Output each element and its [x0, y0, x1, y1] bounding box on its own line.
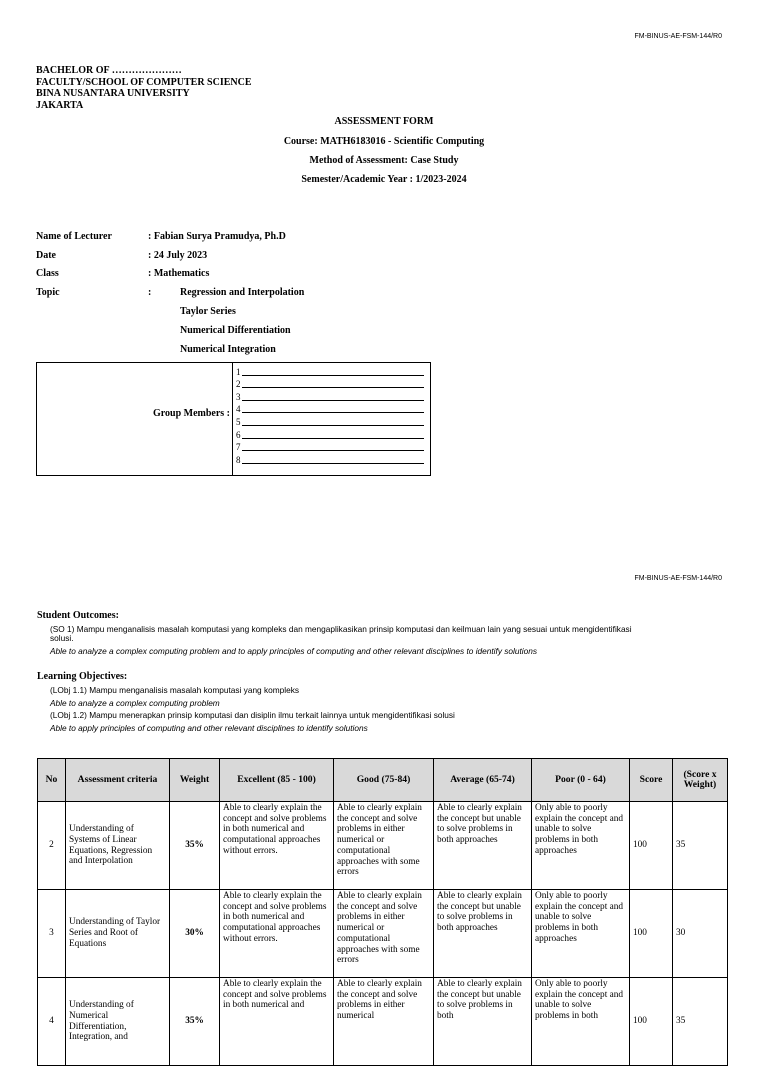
header-line: FACULTY/SCHOOL OF COMPUTER SCIENCE — [36, 76, 252, 88]
group-member-line[interactable] — [236, 402, 424, 415]
header-line: JAKARTA — [36, 99, 84, 111]
member-underline — [242, 449, 424, 451]
criteria-cell: Understanding of Systems of Linear Equations, Regression and Interpolation — [66, 802, 170, 890]
member-underline — [242, 399, 424, 401]
group-member-line[interactable] — [236, 364, 424, 377]
weight-cell: 30% — [170, 890, 220, 978]
excellent-cell: Able to clearly explain the concept and solve problems in both numerical and computational approaches without errors. — [220, 890, 334, 978]
header-line: BACHELOR OF ………………… — [36, 65, 182, 76]
info-value: : Fabian Surya Pramudya, Ph.D — [148, 231, 286, 242]
good-cell: Able to clearly explain the concept and solve problems in either numerical — [334, 978, 434, 1066]
group-member-line[interactable] — [236, 389, 424, 402]
score-cell[interactable]: 100 — [630, 802, 673, 890]
column-header: Poor (0 - 64) — [532, 759, 630, 802]
column-header: Excellent (85 - 100) — [220, 759, 334, 802]
table-header-row — [38, 759, 728, 802]
member-number: 2 — [236, 379, 241, 390]
row-number: 4 — [38, 978, 66, 1066]
member-underline — [242, 386, 424, 388]
group-member-line[interactable] — [236, 427, 424, 440]
assessment-rubric-table — [37, 758, 728, 1066]
member-number: 4 — [236, 404, 241, 415]
member-underline — [242, 462, 424, 464]
member-number: 8 — [236, 454, 241, 465]
group-member-line[interactable] — [236, 440, 424, 453]
member-number: 5 — [236, 416, 241, 427]
semester-year: Semester/Academic Year : 1/2023-2024 — [301, 174, 467, 185]
info-value: : 24 July 2023 — [148, 250, 208, 261]
score-cell[interactable]: 100 — [630, 978, 673, 1066]
learning-objective-text: (LObj 1.1) Mampu menganalisis masalah komputasi yang kompleks — [50, 685, 300, 695]
weight-cell: 35% — [170, 978, 220, 1066]
row-number: 2 — [38, 802, 66, 890]
average-cell: Able to clearly explain the concept but unable to solve problems in both approaches — [434, 802, 532, 890]
info-label: Date — [36, 250, 56, 261]
row-number: 3 — [38, 890, 66, 978]
student-outcome-english: Able to analyze a complex computing problem and to apply principles of computing and other relevant disciplines to identify solutions — [50, 646, 538, 656]
poor-cell: Only able to poorly explain the concept and unable to solve problems in both — [532, 978, 630, 1066]
table-row — [38, 890, 728, 978]
info-label: Class — [36, 268, 59, 279]
box-divider — [232, 363, 233, 475]
info-value: : Mathematics — [148, 268, 210, 279]
topic-item: Taylor Series — [180, 306, 236, 317]
group-member-line[interactable] — [236, 377, 424, 390]
column-header: Good (75-84) — [334, 759, 434, 802]
average-cell: Able to clearly explain the concept but unable to solve problems in both — [434, 978, 532, 1066]
weight-cell: 35% — [170, 802, 220, 890]
header-line: BINA NUSANTARA UNIVERSITY — [36, 88, 190, 99]
group-members-box — [36, 362, 431, 476]
table-row — [38, 978, 728, 1066]
learning-objectives-title: Learning Objectives: — [37, 671, 128, 682]
info-label: Name of Lecturer — [36, 231, 112, 242]
member-underline — [242, 374, 424, 376]
assessment-method: Method of Assessment: Case Study — [309, 155, 459, 166]
column-header: No — [38, 759, 66, 802]
learning-objective-text: (LObj 1.2) Mampu menerapkan prinsip komputasi dan disiplin ilmu terkait lainnya untuk mengidentifikasi solusi — [50, 710, 455, 720]
good-cell: Able to clearly explain the concept and solve problems in either numerical or computational approaches with some errors — [334, 890, 434, 978]
weighted-score-cell[interactable]: 35 — [673, 802, 728, 890]
table-row — [38, 802, 728, 890]
student-outcome-text: (SO 1) Mampu menganalisis masalah komputasi yang kompleks dan mengaplikasikan prinsip komputasi dan keilmuan lain yang sesuai untuk mengidentifikasi — [50, 624, 632, 634]
student-outcome-text: solusi. — [50, 633, 74, 643]
form-title: ASSESSMENT FORM — [334, 116, 434, 127]
learning-objective-english: Able to analyze a complex computing problem — [50, 698, 220, 708]
topic-item: Numerical Integration — [180, 344, 276, 355]
excellent-cell: Able to clearly explain the concept and solve problems in both numerical and computational approaches without errors. — [220, 802, 334, 890]
score-cell[interactable]: 100 — [630, 890, 673, 978]
average-cell: Able to clearly explain the concept but unable to solve problems in both approaches — [434, 890, 532, 978]
member-number: 1 — [236, 366, 241, 377]
member-underline — [242, 437, 424, 439]
poor-cell: Only able to poorly explain the concept and unable to solve problems in both approaches — [532, 890, 630, 978]
form-code: FM-BINUS-AE-FSM-144/R0 — [634, 575, 722, 582]
column-header: Average (65-74) — [434, 759, 532, 802]
info-value: : — [148, 287, 152, 298]
learning-objective-english: Able to apply principles of computing and other relevant disciplines to identify solutions — [50, 723, 368, 733]
criteria-cell: Understanding of Numerical Differentiation, Integration, and — [66, 978, 170, 1066]
group-members-label: Group Members : — [152, 408, 230, 419]
course-name: Course: MATH6183016 - Scientific Computing — [283, 136, 485, 147]
column-header: (Score x Weight) — [673, 759, 728, 802]
member-number: 3 — [236, 391, 241, 402]
weighted-score-cell[interactable]: 30 — [673, 890, 728, 978]
member-underline — [242, 424, 424, 426]
column-header: Score — [630, 759, 673, 802]
topic-item: Numerical Differentiation — [180, 325, 291, 336]
form-code: FM-BINUS-AE-FSM-144/R0 — [634, 33, 722, 40]
column-header: Weight — [170, 759, 220, 802]
group-member-line[interactable] — [236, 452, 424, 465]
member-underline — [242, 411, 424, 413]
institution-header — [36, 65, 252, 111]
topic-item: Regression and Interpolation — [180, 287, 305, 298]
weighted-score-cell[interactable]: 35 — [673, 978, 728, 1066]
group-member-lines — [236, 364, 424, 465]
column-header: Assessment criteria — [66, 759, 170, 802]
member-number: 7 — [236, 442, 241, 453]
student-outcomes-title: Student Outcomes: — [37, 610, 119, 621]
member-number: 6 — [236, 429, 241, 440]
excellent-cell: Able to clearly explain the concept and solve problems in both numerical and — [220, 978, 334, 1066]
criteria-cell: Understanding of Taylor Series and Root of Equations — [66, 890, 170, 978]
poor-cell: Only able to poorly explain the concept and unable to solve problems in both approaches — [532, 802, 630, 890]
good-cell: Able to clearly explain the concept and solve problems in either numerical or computational approaches with some errors — [334, 802, 434, 890]
info-label: Topic — [36, 287, 60, 298]
group-member-line[interactable] — [236, 414, 424, 427]
